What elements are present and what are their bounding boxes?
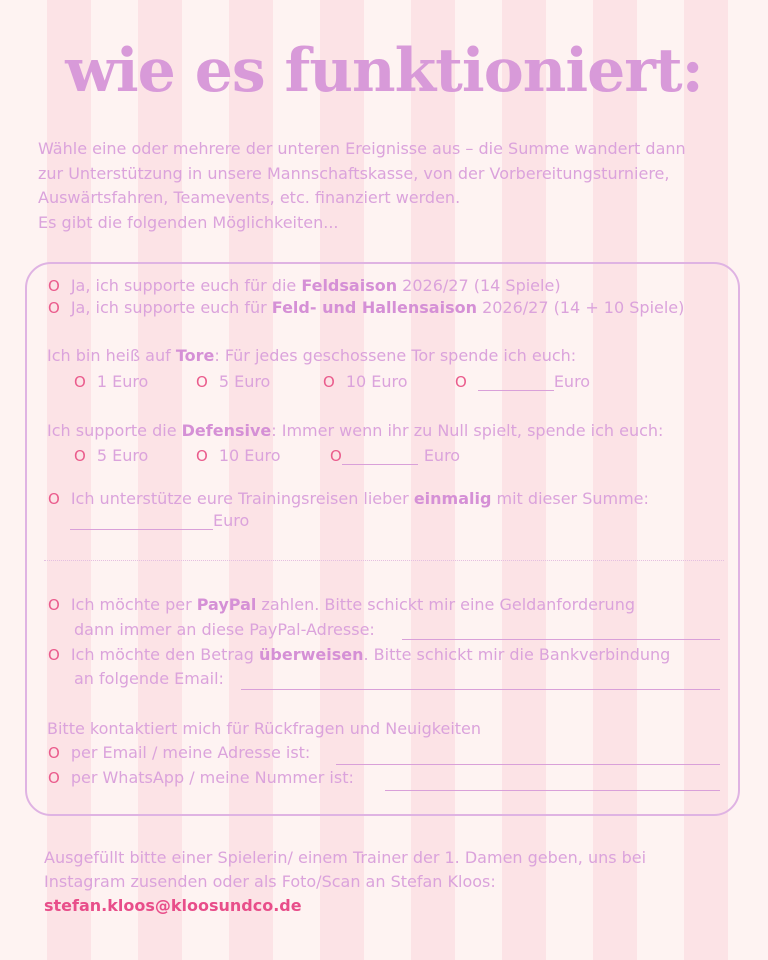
option-feld-hallensaison[interactable]: O Ja, ich supporte euch für Feld- und Hallensaison 2026/27 (14 + 10 Spiele) [48, 298, 685, 317]
contact-heading: Bitte kontaktiert mich für Rückfragen und Neuigkeiten [47, 719, 482, 738]
checkbox-circle[interactable]: O [48, 744, 60, 762]
option-paypal[interactable]: O Ich möchte per PayPal zahlen. Bitte schickt mir eine Geldanforderung [48, 595, 635, 614]
contact-email-field[interactable] [336, 748, 720, 765]
tore-option-10-euro[interactable]: O 10 Euro [323, 372, 408, 391]
training-amount: Euro [70, 511, 249, 530]
checkbox-circle[interactable]: O [48, 490, 60, 508]
transfer-email-row: an folgende Email: [74, 669, 224, 688]
checkbox-circle[interactable]: O [74, 373, 86, 391]
option-feldsaison[interactable]: O Ja, ich supporte euch für die Feldsaison 2026/27 (14 Spiele) [48, 276, 561, 295]
defensive-option-10-euro[interactable]: O 10 Euro [196, 446, 281, 465]
page-title: wie es funktioniert: [65, 36, 703, 106]
checkbox-circle[interactable]: O [330, 447, 342, 465]
intro-line: Auswärtsfahren, Teamevents, etc. finanziert werden. [38, 188, 461, 207]
tore-question: Ich bin heiß auf Tore: Für jedes geschossene Tor spende ich euch: [47, 346, 577, 365]
checkbox-circle[interactable]: O [48, 646, 60, 664]
option-training-einmalig[interactable]: O Ich unterstütze eure Trainingsreisen lieber einmalig mit dieser Summe: [48, 489, 649, 508]
footer-note [44, 846, 734, 918]
checkbox-circle[interactable]: O [48, 299, 60, 317]
contact-whatsapp-field[interactable] [385, 774, 720, 791]
footer-line: Instagram zusenden oder als Foto/Scan an Stefan Kloos: [44, 872, 496, 891]
defensive-option-custom[interactable]: O Euro [330, 446, 461, 465]
intro-line: Es gibt die folgenden Möglichkeiten... [38, 212, 339, 232]
checkbox-circle[interactable]: O [455, 373, 467, 391]
checkbox-circle[interactable]: O [323, 373, 335, 391]
defensive-question: Ich supporte die Defensive: Immer wenn ihr zu Null spielt, spende ich euch: [47, 421, 664, 440]
footer-line: Ausgefüllt bitte einer Spielerin/ einem Trainer der 1. Damen geben, uns bei [44, 848, 647, 867]
tore-option-1-euro[interactable]: O 1 Euro [74, 372, 149, 391]
checkbox-circle[interactable]: O [196, 447, 208, 465]
contact-email-link[interactable]: stefan.kloos@kloosundco.de [44, 896, 302, 915]
option-contact-whatsapp[interactable]: O per WhatsApp / meine Nummer ist: [48, 768, 354, 787]
intro-text [38, 137, 738, 235]
option-ueberweisen[interactable]: O Ich möchte den Betrag überweisen. Bitte schickt mir die Bankverbindung [48, 645, 671, 664]
checkbox-circle[interactable]: O [196, 373, 208, 391]
paypal-address-row: dann immer an diese PayPal-Adresse: [74, 620, 375, 639]
paypal-address-field[interactable] [402, 623, 720, 640]
tore-custom-amount-field[interactable] [478, 374, 554, 391]
training-amount-field[interactable] [70, 513, 213, 530]
intro-line: zur Unterstützung in unsere Mannschaftskasse, von der Vorbereitungsturniere, [38, 163, 670, 183]
option-contact-email[interactable]: O per Email / meine Adresse ist: [48, 743, 311, 762]
defensive-custom-amount-field[interactable] [342, 448, 418, 465]
defensive-option-5-euro[interactable]: O 5 Euro [74, 446, 149, 465]
intro-line: Wähle eine oder mehrere der unteren Ereignisse aus – die Summe wandert dann [38, 139, 686, 158]
divider [44, 560, 724, 561]
checkbox-circle[interactable]: O [48, 596, 60, 614]
tore-option-custom[interactable]: O Euro [455, 372, 591, 391]
tore-option-5-euro[interactable]: O 5 Euro [196, 372, 271, 391]
transfer-email-field[interactable] [241, 673, 720, 690]
checkbox-circle[interactable]: O [48, 277, 60, 295]
checkbox-circle[interactable]: O [48, 769, 60, 787]
checkbox-circle[interactable]: O [74, 447, 86, 465]
